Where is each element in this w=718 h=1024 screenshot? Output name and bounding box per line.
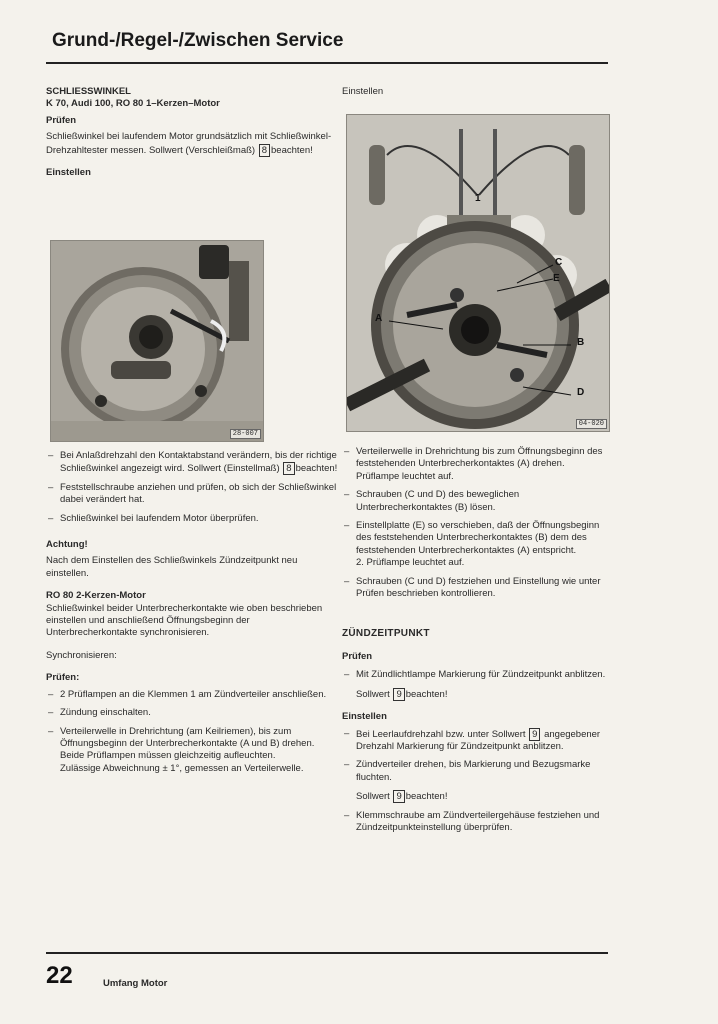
distributor-test-lamps-illustration xyxy=(347,115,609,431)
footer-label: Umfang Motor xyxy=(103,978,168,989)
value-box: 8 xyxy=(259,144,270,157)
step-text-end: beachten! xyxy=(295,463,338,475)
step-text: – Einstellplatte (E) so verschieben, daß der Öffnungsbeginn des feststehenden Unterbrecherkontaktes (B) dem des feststehenden Unterbrecherkontaktes (A) entspricht. xyxy=(356,520,600,556)
achtung-text: Nach dem Einstellen des Schließwinkels Zündzeitpunkt neu einstellen. xyxy=(46,555,298,579)
list-item xyxy=(46,689,338,701)
sollwert-line xyxy=(342,688,608,701)
distributor-photo-right xyxy=(346,114,610,432)
step-note: 2. Prüflampe leuchtet auf. xyxy=(356,557,465,569)
list-item xyxy=(342,446,608,483)
pruefen-paragraph xyxy=(46,131,338,157)
list-item xyxy=(342,759,608,784)
top-rule xyxy=(46,62,608,64)
ro80-text: Schließwinkel beider Unterbrecherkontakte wie oben beschrieben einstellen und anschließend Öffnungsbeginn der Unterbrecherkontakte synchronisieren. xyxy=(46,602,323,639)
sollwert-label: Sollwert xyxy=(356,688,390,700)
bottom-rule xyxy=(46,952,608,954)
callout-c: C xyxy=(555,257,563,268)
pruefen-label: Prüfen xyxy=(46,114,77,126)
step-text: – Schrauben (C und D) des beweglichen Unterbrecherkontaktes (B) lösen. xyxy=(356,489,520,513)
value-box: 9 xyxy=(393,688,404,701)
section-subheading: K 70, Audi 100, RO 80 1–Kerzen–Motor xyxy=(46,98,220,110)
value-box: 9 xyxy=(393,790,404,803)
sollwert-label: Sollwert xyxy=(356,791,390,803)
value-box: 9 xyxy=(529,728,540,741)
right-column-top xyxy=(342,86,610,98)
pruefen2-label: Prüfen: xyxy=(46,672,80,684)
step-note: Prüflampe leuchtet auf. xyxy=(356,470,454,482)
step-text: – Verteilerwelle in Drehrichtung bis zum Öffnungsbeginn des feststehenden Unterbrecherkontaktes (A) drehen. xyxy=(356,446,603,470)
zzp-einstellen-label: Einstellen xyxy=(342,711,387,723)
page-number: 22 xyxy=(46,962,73,989)
step-text: – Schrauben (C und D) festziehen und Einstellung wie unter Prüfen beschrieben kontrollieren. xyxy=(356,575,601,600)
list-item xyxy=(342,489,608,514)
step-text: – Verteilerwelle in Drehrichtung (am Keilriemen), bis zum Öffnungsbeginn der Unterbrecherkontakte (A und B) drehen. Beide Prüflampen müssen gleichzeitig aufleuchten. xyxy=(60,725,315,762)
right-einstellen-label: Einstellen xyxy=(342,86,384,97)
list-item xyxy=(46,707,338,719)
zzp-heading: ZÜNDZEITPUNKT xyxy=(342,628,430,640)
step-text: Bei Anlaßdrehzahl den Kontaktabstand verändern, bis der richtige Schließwinkel angezeigt wird. Sollwert (Einstellmaß) xyxy=(60,450,337,475)
callout-b: B xyxy=(577,337,585,348)
einstellen-label: Einstellen xyxy=(46,167,91,179)
tolerance-text: Zulässige Abweichnung ± 1°, gemessen an Verteilerwelle. xyxy=(60,762,304,774)
left-column-bottom xyxy=(46,450,338,775)
figure-label: 04-020 xyxy=(576,419,607,429)
zzp-pruefen-label: Prüfen xyxy=(342,650,373,662)
pruefen-text: Schließwinkel bei laufendem Motor grundsätzlich mit Schließwinkel-Drehzahltester messen. Sollwert (Verschleißmaß) xyxy=(46,131,332,156)
sollwert-after: beachten! xyxy=(405,791,448,803)
distributor-photo-left xyxy=(50,240,264,442)
callout-a: A xyxy=(375,313,383,324)
step-text: – 2 Prüflampen an die Klemmen 1 am Zündverteiler anschließen. xyxy=(60,688,327,700)
list-item xyxy=(342,810,608,835)
ro80-heading: RO 80 2-Kerzen-Motor xyxy=(46,590,146,602)
section-heading: SCHLIESSWINKEL xyxy=(46,86,131,97)
step-text: – Schließwinkel bei laufendem Motor überprüfen. xyxy=(60,512,259,524)
value-box: 8 xyxy=(283,462,294,475)
list-item xyxy=(46,513,338,525)
step-text: – Zündung einschalten. xyxy=(60,707,151,719)
achtung-label: Achtung! xyxy=(46,539,88,551)
step-text: – Zündverteiler drehen, bis Markierung und Bezugsmarke fluchten. xyxy=(356,759,591,783)
left-column-top xyxy=(46,86,338,179)
callout-d: D xyxy=(577,387,585,398)
step-text-end: angegebener Drehzahl Markierung für Zündzeitpunkt anblitzen. xyxy=(356,728,601,752)
sollwert-line-2 xyxy=(342,790,608,803)
list-item xyxy=(342,669,608,681)
list-item xyxy=(46,450,338,476)
right-column-bottom xyxy=(342,446,608,834)
step-text: Bei Leerlaufdrehzahl bzw. unter Sollwert xyxy=(356,728,526,740)
list-item xyxy=(46,726,338,763)
page-title: Grund-/Regel-/Zwischen Service xyxy=(52,30,344,51)
callout-e: E xyxy=(553,273,560,284)
distributor-illustration xyxy=(51,241,263,441)
sync-label: Synchronisieren: xyxy=(46,649,117,661)
list-item xyxy=(46,482,338,507)
list-item xyxy=(342,520,608,570)
callout-1: 1 xyxy=(475,193,481,204)
step-text: – Klemmschraube am Zündverteilergehäuse festziehen und Zündzeitpunkteinstellung überprüfen. xyxy=(356,809,600,833)
list-item xyxy=(342,728,608,754)
step-text: – Mit Zündlichtlampe Markierung für Zündzeitpunkt anblitzen. xyxy=(356,669,606,681)
step-text: – Feststellschraube anziehen und prüfen, ob sich der Schließwinkel dabei verändert hat. xyxy=(60,481,337,506)
figure-label: 28-007 xyxy=(230,429,261,439)
sollwert-after: beachten! xyxy=(405,688,448,700)
pruefen-text-end: beachten! xyxy=(271,144,313,156)
list-item xyxy=(342,576,608,601)
